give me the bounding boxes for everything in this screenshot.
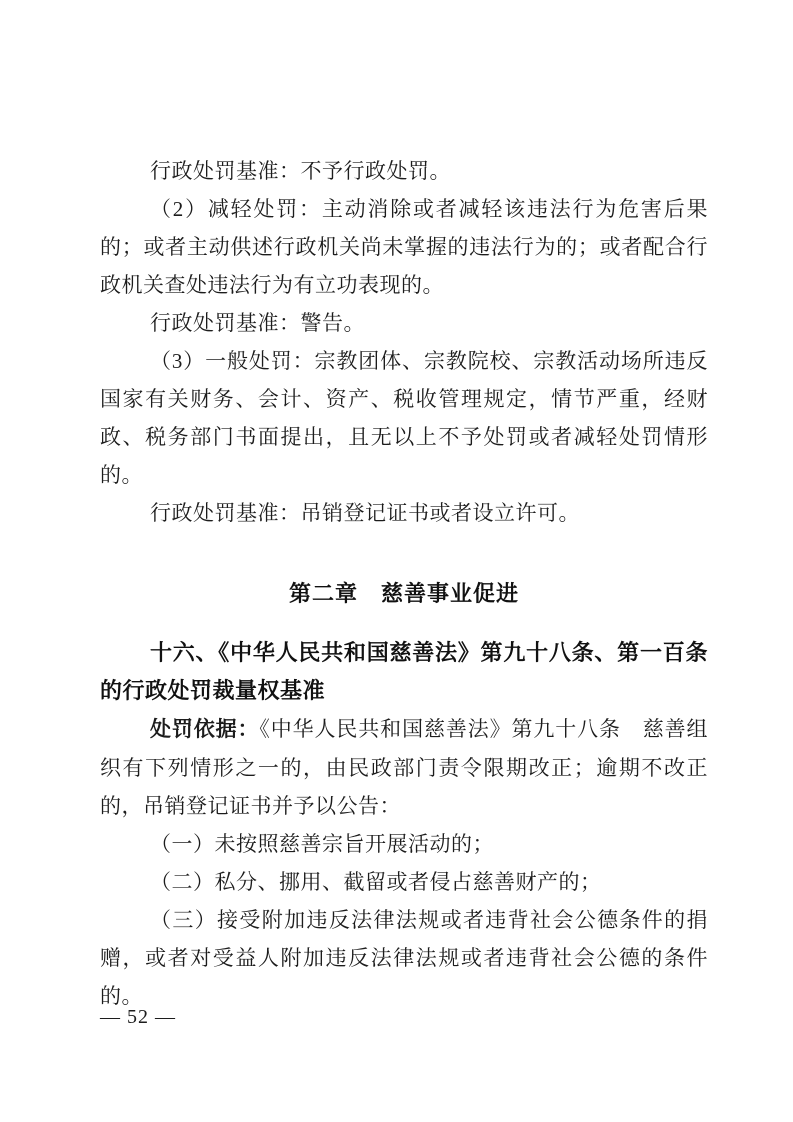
list-item-two: （二）私分、挪用、截留或者侵占慈善财产的； [150, 870, 602, 894]
penalty-basis-text: 《中华人民共和国慈善法》第九十八条 慈善组织有下列情形之一的，由民政部门责令限期改正；逾期不改正的，吊销登记证书并予以公告： [100, 717, 709, 818]
paragraph-penalty-standard-1: 行政处罚基准：不予行政处罚。 [150, 159, 451, 183]
paragraph-penalty-standard-3: 行政处罚基准：吊销登记证书或者设立许可。 [150, 501, 580, 525]
penalty-basis-label: 处罚依据： [150, 718, 260, 741]
list-item-three: （三）接受附加违反法律法规或者违背社会公德条件的捐赠，或者对受益人附加违反法律法规或者违背社会公德的条件的。 [100, 908, 708, 1008]
list-item-one: （一）未按照慈善宗旨开展活动的； [150, 832, 494, 856]
page-number: — 52 — [100, 1006, 176, 1028]
document-body [100, 152, 708, 1015]
paragraph-penalty-basis [100, 710, 708, 825]
paragraph-clause-3-general-penalty: （3）一般处罚：宗教团体、宗教院校、宗教活动场所违反国家有关财务、会计、资产、税收管理规定，情节严重，经财政、税务部门书面提出，且无以上不予处罚或者减轻处罚情形的。 [100, 349, 708, 487]
section-heading: 十六、《中华人民共和国慈善法》第九十八条、第一百条的行政处罚裁量权基准 [100, 640, 708, 703]
chapter-title: 第二章 慈善事业促进 [288, 581, 519, 606]
paragraph-penalty-standard-2: 行政处罚基准：警告。 [150, 311, 365, 335]
paragraph-clause-2-mitigated-penalty: （2）减轻处罚：主动消除或者减轻该违法行为危害后果的；或者主动供述行政机关尚未掌握的违法行为的；或者配合行政机关查处违法行为有立功表现的。 [100, 197, 708, 297]
